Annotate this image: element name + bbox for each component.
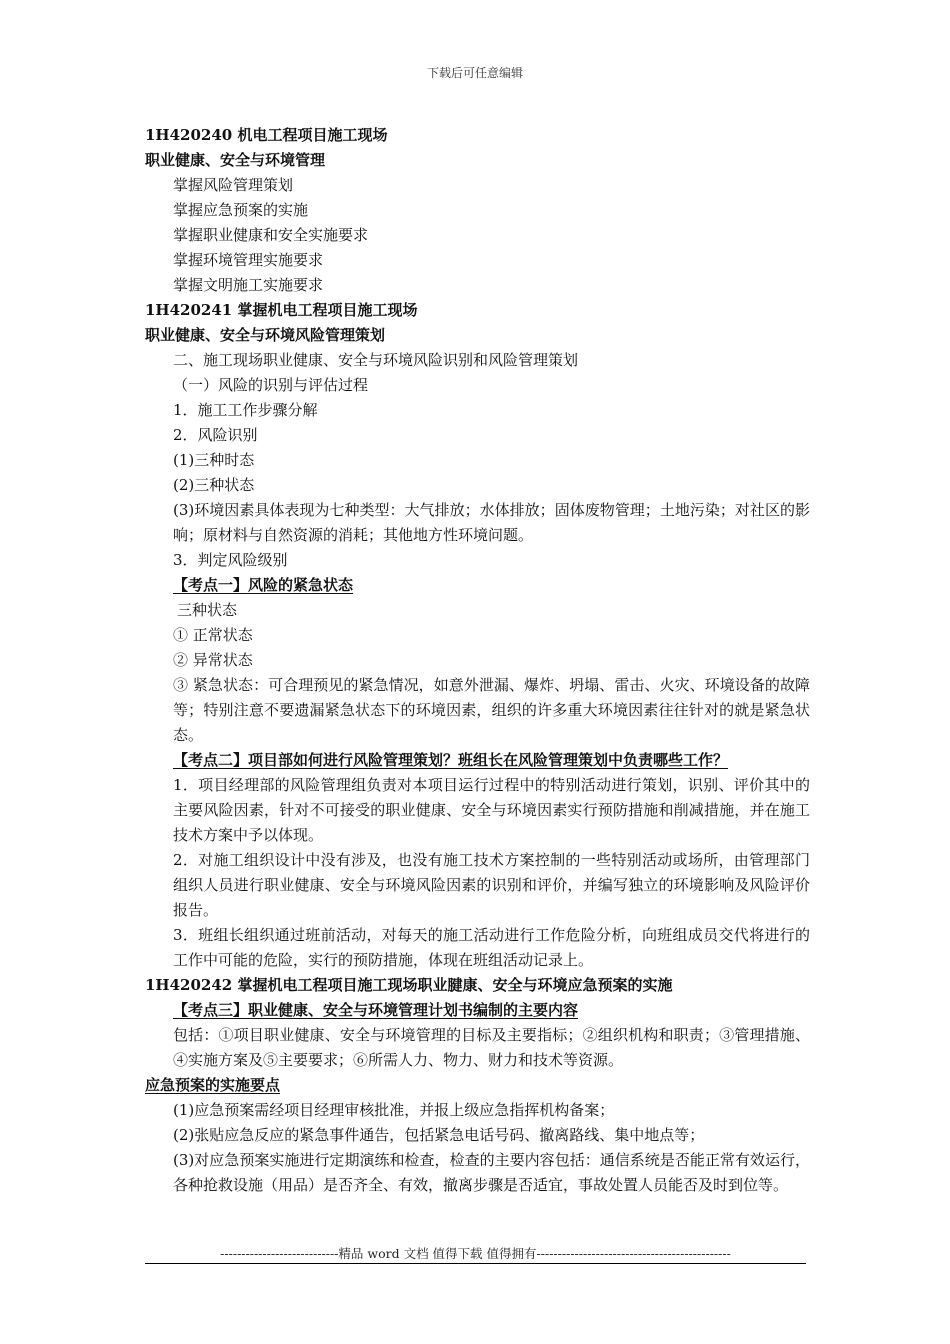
environment-factors-paragraph: (3)环境因素具体表现为七种类型：大气排放；水体排放；固体废物管理；土地污染；对社区的影响；原材料与自然资源的消耗；其他地方性环境问题。 xyxy=(173,501,810,544)
subsection-title: 应急预案的实施要点 xyxy=(145,1076,281,1094)
section-title: 职业健康、安全与环境管理 xyxy=(145,151,326,169)
paragraph: 3．班组长组织通过班前活动，对每天的施工活动进行工作危险分析，向班组成员交代将进行的工作中可能的危险，实行的预防措施，体现在班组活动记录上。 xyxy=(173,926,810,969)
text-line: 1．施工工作步骤分解 xyxy=(173,401,318,419)
text-line: 二、施工现场职业健康、安全与环境风险识别和风险管理策划 xyxy=(173,351,579,369)
section-title: 1H420241 掌握机电工程项目施工现场 xyxy=(145,301,418,319)
paragraph: 包括：①项目职业健康、安全与环境管理的目标及主要指标；②组织机构和职责；③管理措施、④实施方案及⑤主要要求；⑥所需人力、物力、财力和技术等资源。 xyxy=(173,1026,810,1069)
document-body xyxy=(145,123,810,1198)
text-line: 2．风险识别 xyxy=(173,426,258,444)
requirement-item: 掌握应急预案的实施 xyxy=(173,201,309,219)
emergency-state-paragraph: ③ 紧急状态：可合理预见的紧急情况，如意外泄漏、爆炸、坍塌、雷击、火灾、环境设备的故障等；特别注意不要遗漏紧急状态下的环境因素，组织的许多重大环境因素往往针对的就是紧急状态。 xyxy=(173,676,810,744)
paragraph: 1．项目经理部的风险管理组负责对本项目运行过程中的特别活动进行策划，识别、评价其中的主要风险因素，针对不可接受的职业健康、安全与环境因素实行预防措施和削减措施，并在施工技术方案中予以体现。 xyxy=(173,776,810,844)
section-title: 1H420240 机电工程项目施工现场 xyxy=(145,126,388,144)
text-line: ① 正常状态 xyxy=(173,626,253,644)
text-line: 3．判定风险级别 xyxy=(173,551,288,569)
requirement-item: 掌握环境管理实施要求 xyxy=(173,251,324,269)
requirement-item: 掌握职业健康和安全实施要求 xyxy=(173,226,369,244)
key-point-title: 【考点一】风险的紧急状态 xyxy=(173,576,354,594)
text-line: 三种状态 xyxy=(177,601,238,619)
text-line: (1)三种时态 xyxy=(173,451,255,469)
paragraph: (3)对应急预案实施进行定期演练和检查，检查的主要内容包括：通信系统是否能正常有效运行，各种抢救设施（用品）是否齐全、有效，撤离步骤是否适宜，事故处置人员能否及时到位等。 xyxy=(173,1151,810,1194)
key-point-title: 【考点三】职业健康、安全与环境管理计划书编制的主要内容 xyxy=(173,1001,579,1019)
text-line: (2)张贴应急反应的紧急事件通告，包括紧急电话号码、撤离路线、集中地点等； xyxy=(173,1126,705,1144)
text-line: ② 异常状态 xyxy=(173,651,253,669)
paragraph: 2．对施工组织设计中没有涉及，也没有施工技术方案控制的一些特别活动或场所，由管理部门组织人员进行职业健康、安全与环境风险因素的识别和评价，并编写独立的环境影响及风险评价报告。 xyxy=(173,851,810,919)
section-title: 职业健康、安全与环境风险管理策划 xyxy=(145,326,386,344)
requirement-item: 掌握风险管理策划 xyxy=(173,176,294,194)
requirement-item: 掌握文明施工实施要求 xyxy=(173,276,324,294)
page-header: 下载后可任意编辑 xyxy=(426,66,523,80)
text-line: （一）风险的识别与评估过程 xyxy=(173,376,369,394)
key-point-title: 【考点二】项目部如何进行风险管理策划？班组长在风险管理策划中负责哪些工作？ xyxy=(173,751,729,769)
footer-rule xyxy=(145,1263,806,1264)
text-line: (2)三种状态 xyxy=(173,476,255,494)
section-title: 1H420242 掌握机电工程项目施工现场职业腱康、安全与环境应急预案的实施 xyxy=(145,976,673,994)
page-footer: ----------------------------精品 word 文档 值得下载 值得拥有---------------------------------------------- xyxy=(220,1246,731,1261)
text-line: (1)应急预案需经项目经理审核批准，并报上级应急指挥机构备案； xyxy=(173,1101,615,1119)
